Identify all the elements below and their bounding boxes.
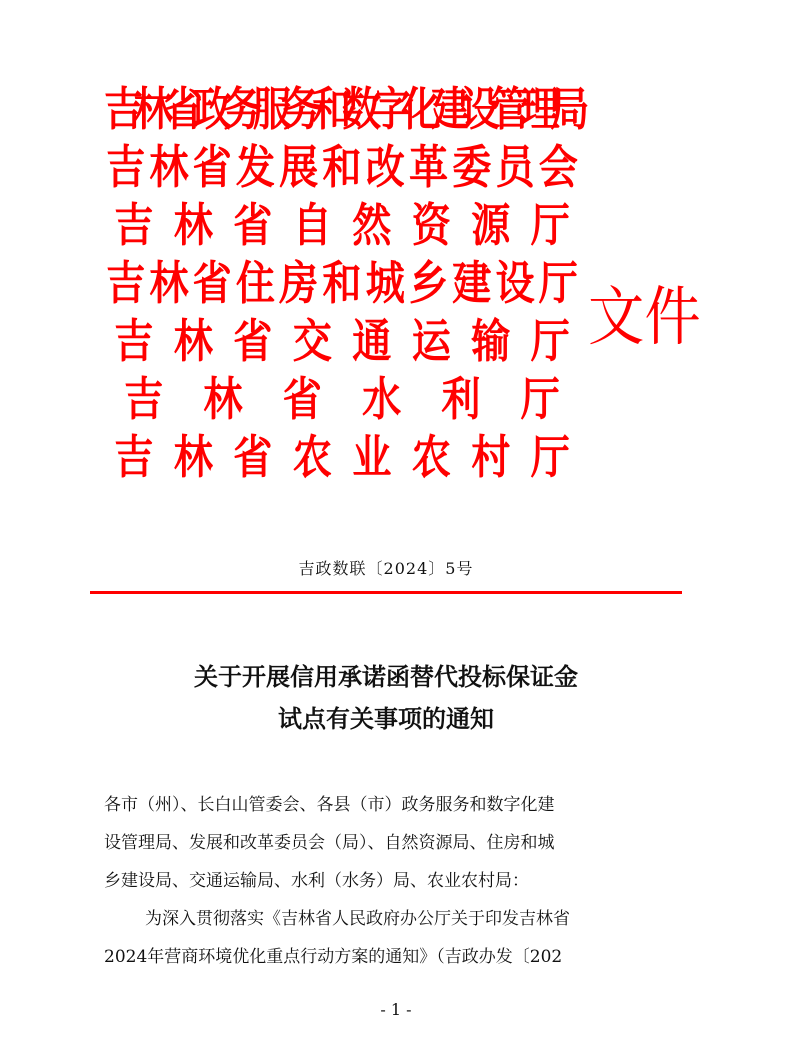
issuer-char: 林 — [149, 140, 189, 194]
body-line: 设管理局、发展和改革委员会（局）、自然资源局、住房和城 — [104, 833, 555, 853]
issuer-char: 改 — [365, 140, 405, 194]
issuer-char: 源 — [471, 198, 511, 252]
issuer-char: 吉 — [124, 372, 164, 426]
issuer-char: 建 — [431, 82, 471, 136]
body-line: 为深入贯彻落实《吉林省人民政府办公厅关于印发吉林省 — [145, 909, 570, 929]
issuer-char: 省 — [192, 256, 232, 310]
issuer-char: 然 — [352, 198, 392, 252]
issuer-char: 厅 — [538, 256, 578, 310]
issuer-char: 乡 — [408, 256, 449, 310]
issuer-char: 展 — [279, 140, 319, 194]
issuer-char: 政 — [193, 82, 233, 136]
issuer-char: 革 — [408, 140, 449, 194]
issuer-char: 省 — [282, 372, 322, 426]
issuer-char: 林 — [133, 82, 173, 136]
issuer-char: 住 — [235, 256, 275, 310]
issuer-char: 厅 — [530, 198, 570, 252]
issuer-char: 和 — [312, 82, 352, 136]
issuer-char: 化 — [401, 82, 441, 136]
notice-title-line-1: 关于开展信用承诺函替代投标保证金 — [194, 662, 578, 691]
issuer-char: 吉 — [106, 140, 146, 194]
issuer-char: 交 — [292, 314, 332, 368]
issuer-char: 服 — [252, 82, 292, 136]
issuer-line — [104, 312, 570, 370]
issuer-char: 吉 — [114, 430, 154, 484]
issuer-char: 利 — [441, 372, 481, 426]
issuer-char: 局 — [550, 82, 590, 136]
issuer-char: 吉 — [104, 82, 144, 136]
body-line: 2024年营商环境优化重点行动方案的通知》（吉政办发〔202 — [104, 947, 563, 967]
issuer-block — [104, 80, 594, 486]
issuer-char: 农 — [292, 430, 332, 484]
document-number: 吉政数联〔2024〕5号 — [298, 559, 474, 578]
issuer-char: 和 — [322, 256, 362, 310]
issuer-char: 林 — [173, 198, 213, 252]
issuer-char: 城 — [365, 256, 405, 310]
red-divider — [90, 591, 682, 594]
issuer-char: 资 — [411, 198, 451, 252]
issuer-char: 业 — [352, 430, 392, 484]
issuer-line — [104, 254, 578, 312]
issuer-char: 发 — [235, 140, 275, 194]
issuer-char: 房 — [279, 256, 319, 310]
issuer-char: 运 — [411, 314, 451, 368]
issuer-line — [104, 80, 590, 138]
issuer-char: 员 — [495, 140, 535, 194]
issuer-char: 林 — [173, 314, 213, 368]
issuer-char: 省 — [192, 140, 232, 194]
issuer-char: 设 — [461, 82, 501, 136]
body-line: 各市（州）、长白山管委会、各县（市）政务服务和数字化建 — [104, 795, 555, 815]
issuer-line — [104, 196, 570, 254]
issuer-char: 省 — [233, 314, 273, 368]
issuer-char: 建 — [452, 256, 492, 310]
issuer-char: 林 — [149, 256, 189, 310]
issuer-char: 吉 — [114, 198, 154, 252]
issuer-char: 省 — [233, 198, 273, 252]
issuer-char: 通 — [352, 314, 392, 368]
page-number: - 1 - — [380, 1000, 412, 1019]
issuer-char: 理 — [520, 82, 560, 136]
issuer-char: 和 — [322, 140, 362, 194]
issuer-char: 林 — [203, 372, 243, 426]
issuer-line — [104, 428, 570, 486]
issuer-line — [104, 370, 560, 428]
issuer-char: 厅 — [530, 314, 570, 368]
document-suffix: 文件 — [588, 281, 701, 355]
issuer-char: 务 — [223, 82, 263, 136]
issuer-char: 省 — [163, 82, 203, 136]
issuer-char: 会 — [538, 140, 578, 194]
notice-title-line-2: 试点有关事项的通知 — [278, 704, 494, 733]
issuer-line — [104, 138, 578, 196]
issuer-char: 自 — [292, 198, 332, 252]
issuer-char: 村 — [471, 430, 511, 484]
issuer-char: 数 — [342, 82, 382, 136]
issuer-char: 厅 — [520, 372, 560, 426]
issuer-char: 农 — [411, 430, 451, 484]
issuer-char: 省 — [233, 430, 273, 484]
issuer-char: 吉 — [114, 314, 154, 368]
issuer-char: 字 — [371, 82, 411, 136]
issuer-char: 设 — [495, 256, 535, 310]
issuer-char: 务 — [282, 82, 322, 136]
body-line: 乡建设局、交通运输局、水利（水务）局、农业农村局： — [104, 871, 529, 891]
issuer-char: 厅 — [530, 430, 570, 484]
issuer-char: 输 — [471, 314, 511, 368]
issuer-char: 管 — [490, 82, 530, 136]
issuer-char: 林 — [173, 430, 213, 484]
issuer-char: 委 — [452, 140, 492, 194]
issuer-char: 吉 — [106, 256, 146, 310]
issuer-char: 水 — [362, 372, 402, 426]
